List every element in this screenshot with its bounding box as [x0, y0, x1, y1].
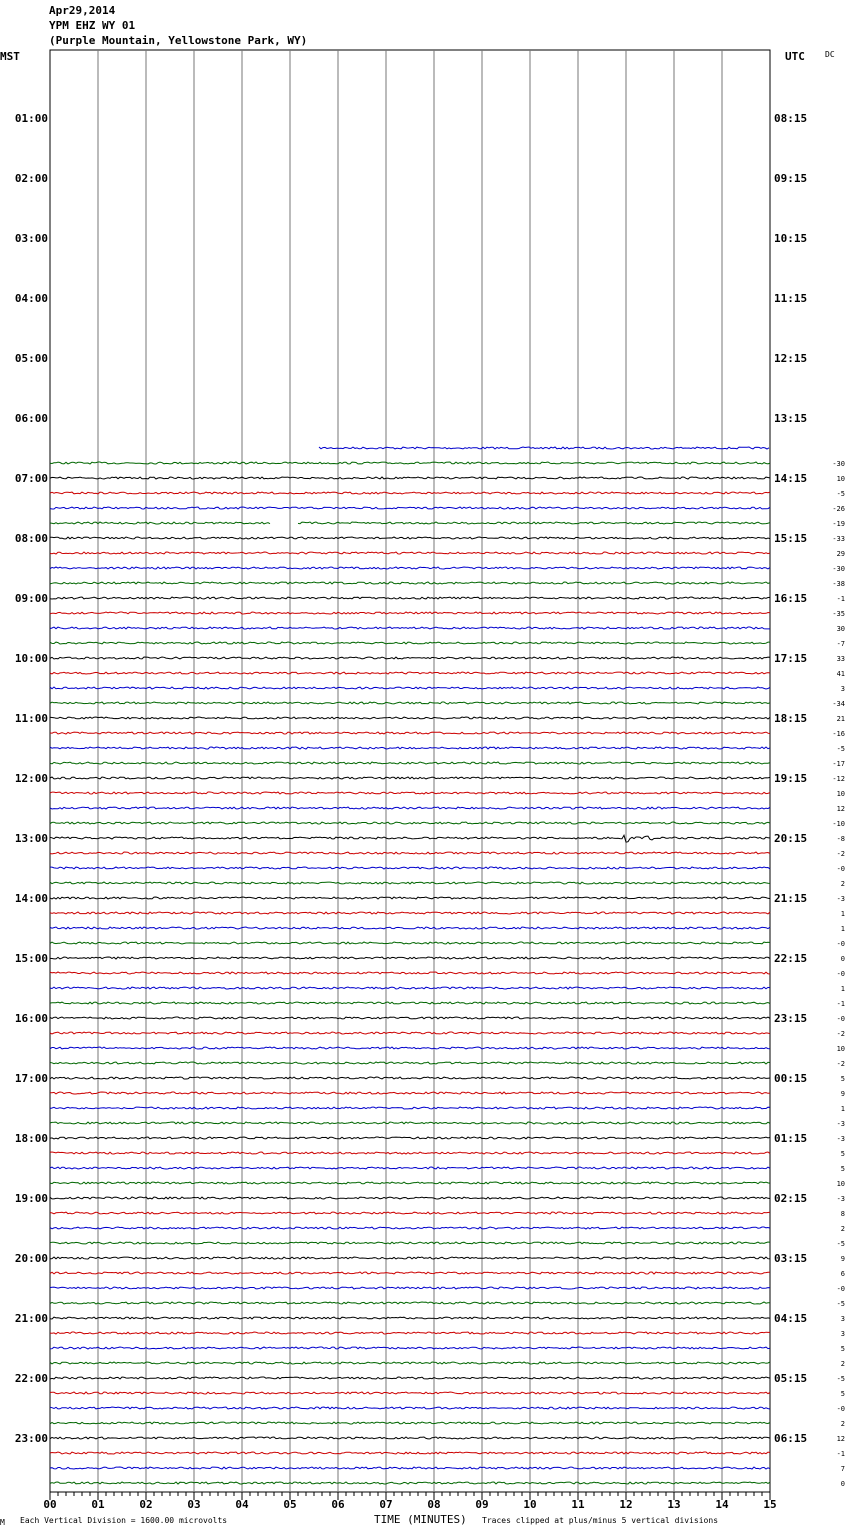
- row-offset-value: -5: [836, 745, 845, 753]
- row-offset-value: 2: [840, 880, 845, 888]
- seismic-trace-row-82: [50, 1287, 770, 1289]
- seismic-trace-row-45: [50, 732, 770, 734]
- seismic-trace-row-57: [50, 912, 770, 914]
- row-offset-value: 1: [840, 985, 845, 993]
- row-offset-value: 5: [840, 1345, 845, 1353]
- row-offset-value: 7: [840, 1465, 845, 1473]
- seismic-trace-row-74: [50, 1167, 770, 1169]
- row-offset-value: -34: [832, 700, 845, 708]
- dc-label: DC: [825, 50, 835, 59]
- seismic-trace-row-60: [50, 957, 770, 959]
- seismic-trace-row-62: [50, 987, 770, 989]
- hour-label-right: 12:15: [774, 352, 808, 365]
- row-offset-value: 30: [836, 625, 845, 633]
- row-offset-value: -33: [832, 535, 845, 543]
- row-offset-value: -0: [836, 865, 845, 873]
- clip-note: Traces clipped at plus/minus 5 vertical divisions: [482, 1516, 719, 1525]
- plot-frame: [50, 50, 770, 1492]
- seismic-trace-row-64: [50, 1017, 770, 1019]
- hour-label-left: 23:00: [14, 1432, 48, 1445]
- row-offset-value: -8: [836, 835, 845, 843]
- hour-label-left: 09:00: [14, 592, 48, 605]
- footer-mark: M: [0, 1518, 5, 1527]
- hour-label-left: 16:00: [14, 1012, 48, 1025]
- hour-label-left: 17:00: [14, 1072, 48, 1085]
- row-offset-value: -17: [832, 760, 845, 768]
- row-offset-value: -35: [832, 610, 845, 618]
- seismic-trace-row-84: [50, 1317, 770, 1319]
- row-offset-value: 0: [840, 955, 845, 963]
- row-offset-value: -5: [836, 1300, 845, 1308]
- hour-label-right: 20:15: [774, 832, 808, 845]
- scale-note: Each Vertical Division = 1600.00 microvolts: [20, 1516, 228, 1525]
- plot-date: Apr29,2014: [49, 4, 116, 17]
- x-tick-label: 00: [43, 1498, 57, 1511]
- seismic-trace-row-34: [50, 567, 770, 569]
- seismic-trace-row-86: [50, 1347, 770, 1349]
- seismic-trace-row-79: [50, 1242, 770, 1244]
- row-offset-value: -1: [836, 595, 845, 603]
- x-tick-label: 04: [235, 1498, 249, 1511]
- row-offset-value: 41: [836, 670, 845, 678]
- seismic-trace-row-38: [50, 627, 770, 629]
- hour-label-right: 06:15: [774, 1432, 808, 1445]
- row-offset-value: 1: [840, 1105, 845, 1113]
- hour-label-right: 16:15: [774, 592, 808, 605]
- row-offset-value: -0: [836, 1015, 845, 1023]
- seismic-trace-row-69: [50, 1092, 770, 1094]
- row-offset-value: -30: [832, 460, 845, 468]
- hour-label-left: 07:00: [14, 472, 48, 485]
- seismic-trace-row-42: [50, 687, 770, 689]
- x-tick-label: 09: [475, 1498, 489, 1511]
- seismic-trace-row-63: [50, 1002, 770, 1004]
- hour-label-left: 08:00: [14, 532, 48, 545]
- row-offset-value: -0: [836, 940, 845, 948]
- seismic-trace-row-73: [50, 1152, 770, 1154]
- hour-label-right: 03:15: [774, 1252, 808, 1265]
- hour-label-right: 11:15: [774, 292, 808, 305]
- seismic-trace-row-46: [50, 747, 770, 749]
- seismic-trace-row-68: [50, 1077, 770, 1079]
- row-offset-value: -1: [836, 1450, 845, 1458]
- hour-label-right: 19:15: [774, 772, 808, 785]
- row-offset-value: -2: [836, 850, 845, 858]
- row-offset-value: -0: [836, 1405, 845, 1413]
- hour-label-left: 04:00: [14, 292, 48, 305]
- seismic-trace-row-32: [50, 537, 770, 539]
- row-offset-value: 10: [836, 790, 845, 798]
- seismic-trace-row-70: [50, 1107, 770, 1109]
- seismic-trace-row-90: [50, 1407, 770, 1409]
- seismic-trace-row-71: [50, 1122, 770, 1124]
- row-offset-value: 2: [840, 1225, 845, 1233]
- seismic-trace-row-31: [50, 522, 770, 524]
- hour-label-left: 21:00: [14, 1312, 48, 1325]
- seismic-trace-row-49: [50, 792, 770, 794]
- x-tick-label: 02: [139, 1498, 153, 1511]
- x-tick-label: 03: [187, 1498, 201, 1511]
- seismic-trace-row-67: [50, 1062, 770, 1064]
- row-offset-value: 5: [840, 1150, 845, 1158]
- row-offset-value: 5: [840, 1075, 845, 1083]
- seismic-trace-row-89: [50, 1392, 770, 1394]
- hour-label-right: 02:15: [774, 1192, 808, 1205]
- seismic-trace-row-80: [50, 1257, 770, 1259]
- row-offset-value: -16: [832, 730, 845, 738]
- hour-label-left: 06:00: [14, 412, 48, 425]
- row-offset-value: -3: [836, 895, 845, 903]
- x-tick-label: 15: [763, 1498, 777, 1511]
- row-offset-value: -0: [836, 970, 845, 978]
- row-offset-value: -5: [836, 490, 845, 498]
- row-offset-value: 9: [840, 1255, 845, 1263]
- hour-label-right: 18:15: [774, 712, 808, 725]
- seismic-trace-row-75: [50, 1182, 770, 1184]
- row-offset-value: -2: [836, 1030, 845, 1038]
- seismic-trace-row-40: [50, 657, 770, 659]
- x-tick-label: 06: [331, 1498, 345, 1511]
- x-tick-label: 01: [91, 1498, 105, 1511]
- row-offset-value: 6: [840, 1270, 845, 1278]
- x-axis-title: TIME (MINUTES): [374, 1513, 467, 1526]
- seismic-trace-row-58: [50, 927, 770, 929]
- hour-label-left: 10:00: [14, 652, 48, 665]
- seismic-trace-row-35: [50, 582, 770, 584]
- seismic-trace-row-65: [50, 1032, 770, 1034]
- hour-label-left: 14:00: [14, 892, 48, 905]
- seismic-trace-row-55: [50, 882, 770, 884]
- row-offset-value: -3: [836, 1135, 845, 1143]
- row-offset-value: -38: [832, 580, 845, 588]
- hour-label-right: 17:15: [774, 652, 808, 665]
- row-offset-value: -3: [836, 1195, 845, 1203]
- hour-label-right: 14:15: [774, 472, 808, 485]
- row-offset-value: -5: [836, 1240, 845, 1248]
- seismic-trace-row-93: [50, 1452, 770, 1454]
- seismic-trace-row-85: [50, 1332, 770, 1334]
- hour-label-left: 22:00: [14, 1372, 48, 1385]
- hour-label-right: 08:15: [774, 112, 808, 125]
- seismic-trace-row-43: [50, 702, 770, 704]
- row-offset-value: 10: [836, 475, 845, 483]
- seismic-trace-row-33: [50, 552, 770, 554]
- right-timezone-label: UTC: [785, 50, 805, 63]
- x-tick-label: 05: [283, 1498, 297, 1511]
- row-offset-value: -3: [836, 1120, 845, 1128]
- row-offset-value: 12: [836, 1435, 845, 1443]
- x-tick-label: 12: [619, 1498, 633, 1511]
- hour-label-left: 01:00: [14, 112, 48, 125]
- seismic-trace-row-37: [50, 612, 770, 614]
- seismic-trace-row-52: [50, 835, 770, 842]
- x-tick-label: 14: [715, 1498, 729, 1511]
- seismic-trace-row-29: [50, 492, 770, 494]
- hour-label-right: 21:15: [774, 892, 808, 905]
- hour-label-left: 18:00: [14, 1132, 48, 1145]
- row-offset-value: -0: [836, 1285, 845, 1293]
- row-offset-value: -7: [836, 640, 845, 648]
- row-offset-value: 1: [840, 925, 845, 933]
- hour-label-right: 00:15: [774, 1072, 808, 1085]
- row-offset-value: 2: [840, 1360, 845, 1368]
- row-offset-value: 9: [840, 1090, 845, 1098]
- station-location: (Purple Mountain, Yellowstone Park, WY): [49, 34, 308, 47]
- seismic-trace-row-44: [50, 717, 770, 719]
- seismic-trace-row-27: [50, 462, 770, 464]
- row-offset-value: 3: [840, 1315, 845, 1323]
- seismic-trace-row-36: [50, 597, 770, 599]
- seismic-trace-row-77: [50, 1212, 770, 1214]
- seismic-trace-row-56: [50, 897, 770, 899]
- seismic-trace-row-59: [50, 942, 770, 944]
- row-offset-value: 29: [836, 550, 845, 558]
- hour-label-right: 09:15: [774, 172, 808, 185]
- row-offset-value: 8: [840, 1210, 845, 1218]
- row-offset-value: 33: [836, 655, 845, 663]
- seismic-trace-row-92: [50, 1437, 770, 1439]
- hour-label-right: 13:15: [774, 412, 808, 425]
- seismic-trace-row-61: [50, 972, 770, 974]
- seismic-trace-row-54: [50, 867, 770, 869]
- hour-label-left: 03:00: [14, 232, 48, 245]
- row-offset-value: -26: [832, 505, 845, 513]
- hour-label-left: 19:00: [14, 1192, 48, 1205]
- seismic-trace-row-51: [50, 822, 770, 824]
- seismic-trace-row-87: [50, 1362, 770, 1364]
- row-offset-value: -5: [836, 1375, 845, 1383]
- hour-label-left: 15:00: [14, 952, 48, 965]
- left-timezone-label: MST: [0, 50, 20, 63]
- hour-label-right: 22:15: [774, 952, 808, 965]
- seismic-trace-row-47: [50, 762, 770, 764]
- row-offset-value: -2: [836, 1060, 845, 1068]
- seismic-trace-row-83: [50, 1302, 770, 1304]
- x-tick-label: 11: [571, 1498, 585, 1511]
- seismic-trace-row-39: [50, 642, 770, 644]
- row-offset-value: -1: [836, 1000, 845, 1008]
- hour-label-left: 13:00: [14, 832, 48, 845]
- hour-label-left: 20:00: [14, 1252, 48, 1265]
- row-offset-value: 1: [840, 910, 845, 918]
- x-tick-label: 07: [379, 1498, 393, 1511]
- seismic-trace-row-76: [50, 1197, 770, 1199]
- seismic-trace-row-66: [50, 1047, 770, 1049]
- row-offset-value: 10: [836, 1180, 845, 1188]
- row-offset-value: 3: [840, 685, 845, 693]
- row-offset-value: 10: [836, 1045, 845, 1053]
- seismic-trace-row-30: [50, 507, 770, 509]
- x-tick-label: 10: [523, 1498, 537, 1511]
- row-offset-value: 0: [840, 1480, 845, 1488]
- hour-label-left: 05:00: [14, 352, 48, 365]
- hour-label-right: 04:15: [774, 1312, 808, 1325]
- hour-label-right: 10:15: [774, 232, 808, 245]
- seismic-trace-row-72: [50, 1137, 770, 1139]
- x-tick-label: 13: [667, 1498, 681, 1511]
- row-offset-value: -12: [832, 775, 845, 783]
- seismic-trace-row-53: [50, 852, 770, 854]
- row-offset-value: 21: [836, 715, 845, 723]
- row-offset-value: -10: [832, 820, 845, 828]
- row-offset-value: 3: [840, 1330, 845, 1338]
- row-offset-value: -30: [832, 565, 845, 573]
- seismic-trace-row-91: [50, 1422, 770, 1424]
- hour-label-right: 15:15: [774, 532, 808, 545]
- seismic-trace-row-81: [50, 1272, 770, 1274]
- hour-label-right: 01:15: [774, 1132, 808, 1145]
- seismic-trace-row-94: [50, 1467, 770, 1469]
- row-offset-value: 12: [836, 805, 845, 813]
- row-offset-value: -19: [832, 520, 845, 528]
- x-tick-label: 08: [427, 1498, 441, 1511]
- row-offset-value: 5: [840, 1390, 845, 1398]
- hour-label-right: 05:15: [774, 1372, 808, 1385]
- seismic-trace-row-41: [50, 672, 770, 674]
- station-code: YPM EHZ WY 01: [49, 19, 136, 32]
- seismic-trace-row-28: [50, 477, 770, 479]
- hour-label-left: 02:00: [14, 172, 48, 185]
- seismic-trace-row-78: [50, 1227, 770, 1229]
- hour-label-left: 12:00: [14, 772, 48, 785]
- row-offset-value: 5: [840, 1165, 845, 1173]
- seismic-trace-row-48: [50, 777, 770, 779]
- seismic-trace-row-50: [50, 807, 770, 809]
- row-offset-value: 2: [840, 1420, 845, 1428]
- seismic-trace-row-88: [50, 1377, 770, 1379]
- hour-label-right: 23:15: [774, 1012, 808, 1025]
- hour-label-left: 11:00: [14, 712, 48, 725]
- seismic-trace-row-95: [50, 1482, 770, 1484]
